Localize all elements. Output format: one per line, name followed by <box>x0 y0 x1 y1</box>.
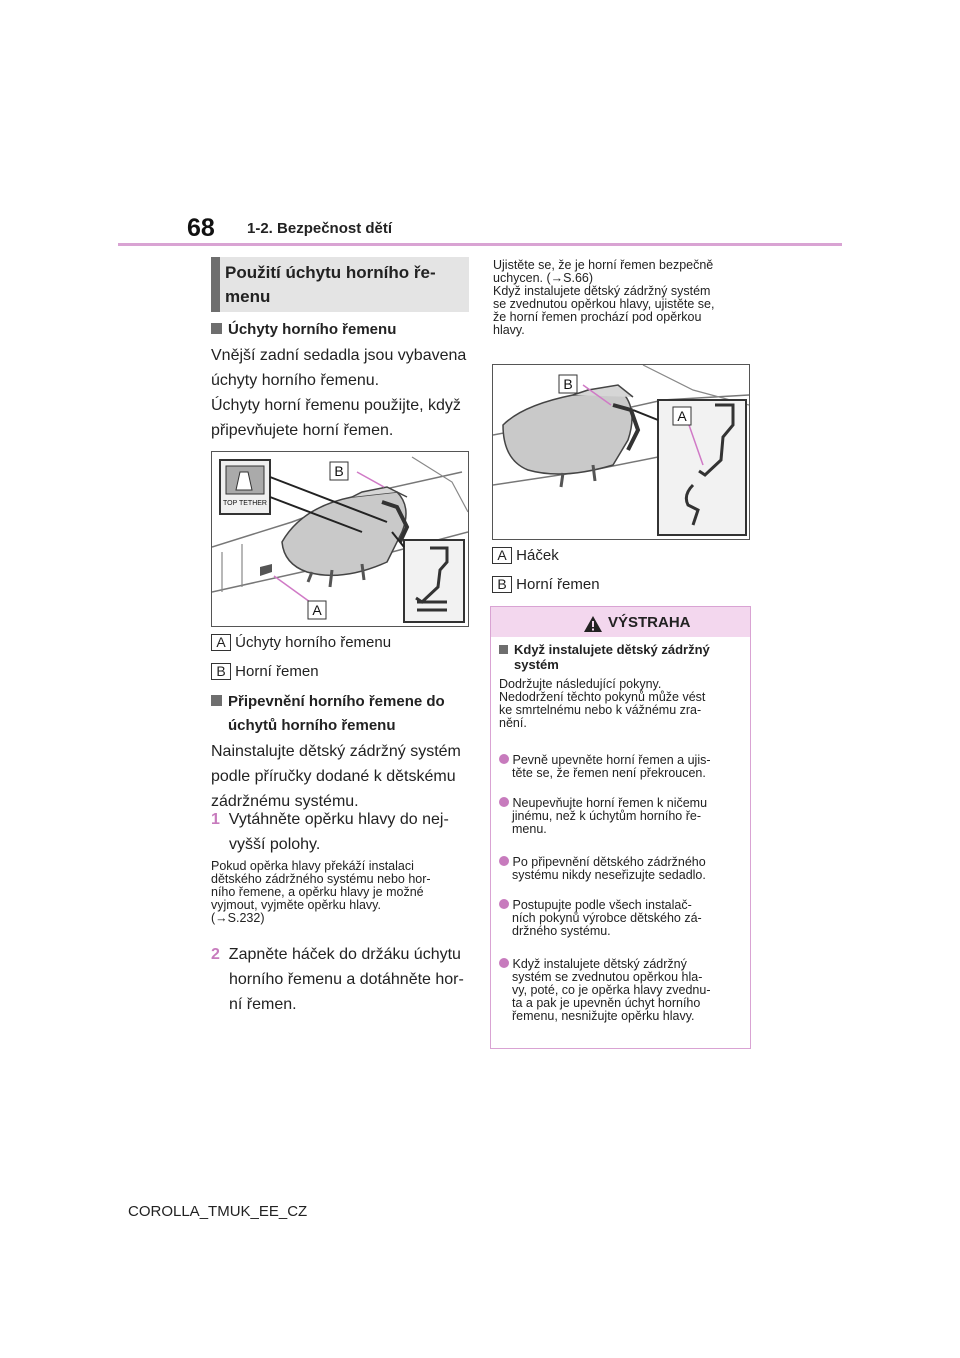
step-2-number: 2 <box>211 946 220 963</box>
bullet-dot-icon <box>499 797 509 807</box>
legend-b-badge: B <box>492 576 512 593</box>
subheading-anchors: Úchyty horního řemenu <box>211 318 396 342</box>
figure-hook <box>492 364 750 540</box>
square-bullet-icon <box>211 323 222 334</box>
warning-triangle-icon <box>583 615 603 633</box>
top-tether-caption: TOP TETHER <box>223 500 267 507</box>
legend-a-text: Úchyty horního řemenu <box>235 634 392 651</box>
section-title: 1-2. Bezpečnost dětí <box>247 220 393 237</box>
warning-bullet-5: Když instalujete dětský zádržný systém se zvednutou opěrkou hla- vy, poté, co je opěrka hlavy zvednu- ta a pak je upevněn úchyt horního řemenu, nesnižujte opěrku hlavy. <box>499 958 747 1023</box>
legend-b-badge: B <box>211 663 231 680</box>
header-divider <box>118 243 842 246</box>
bullet-dot-icon <box>499 958 509 968</box>
topic-heading <box>211 257 469 312</box>
legend-a-text: Háček <box>516 547 559 564</box>
warning-bullet-3: Po připevnění dětského zádržného systému nikdy neseřizujte sedadlo. <box>499 856 747 882</box>
warning-bullet-1: Pevně upevněte horní řemen a ujis- těte se, že řemen není překroucen. <box>499 754 747 780</box>
figure1-label-a: A <box>312 602 322 618</box>
paragraph-secure: Ujistěte se, že je horní řemen bezpečně uchycen. (→S.66) Když instalujete dětský zádržný systém se zvednutou opěrkou hlavy, ujistěte se, že horní řemen prochází pod opěrkou hlavy. <box>493 258 715 337</box>
paragraph-use: Úchyty horní řemenu použijte, když připevňujete horní řemen. <box>211 397 461 439</box>
legend-a-badge: A <box>211 634 231 651</box>
figure2-label-b: B <box>563 376 573 392</box>
heading-line-2: menu <box>225 287 271 306</box>
subheading-attach: Připevnění horního řemene do úchytů horního řemenu <box>211 690 471 738</box>
page-number: 68 <box>187 214 215 242</box>
heading-line-1: Použití úchytu horního ře- <box>225 263 436 282</box>
paragraph-install: Nainstalujte dětský zádržný systém podle příručky dodané k dětskému zádržnému systému. <box>211 743 461 810</box>
legend-a-badge: A <box>492 547 512 564</box>
warning-bullet-2: Neupevňujte horní řemen k ničemu jinému, než k úchytům horního ře- menu. <box>499 797 747 836</box>
step-1-number: 1 <box>211 811 220 828</box>
warning-intro: Dodržujte následující pokyny. Nedodržení těchto pokynů může vést ke smrtelnému nebo k vážnému zra- nění. <box>499 677 706 730</box>
legend-a-anchors <box>211 632 391 654</box>
warning-box <box>490 606 751 1049</box>
bullet-dot-icon <box>499 856 509 866</box>
legend-a-hook <box>492 545 559 567</box>
bullet-dot-icon <box>499 754 509 764</box>
square-bullet-icon <box>499 645 508 654</box>
figure2-label-a: A <box>677 408 687 424</box>
legend-b-text: Horní řemen <box>516 576 600 593</box>
legend-b-strap <box>211 661 319 683</box>
document-code: COROLLA_TMUK_EE_CZ <box>128 1203 308 1220</box>
figure-tether-anchor-illustration <box>212 452 468 626</box>
figure-hook-illustration <box>493 365 749 539</box>
paragraph-anchors: Vnější zadní sedadla jsou vybavena úchyty horního řemenu. <box>211 347 467 389</box>
warning-header <box>491 607 750 637</box>
square-bullet-icon <box>211 695 222 706</box>
bullet-dot-icon <box>499 899 509 909</box>
step-2: 2 Zapněte háček do držáku úchytu horního řemenu a dotáhněte hor- ní řemen. <box>211 946 464 1013</box>
figure1-label-b: B <box>334 463 344 479</box>
figure-tether-anchor <box>211 451 469 627</box>
warning-title: VÝSTRAHA <box>608 614 691 631</box>
heading-accent-bar <box>211 257 220 312</box>
warning-bullet-4: Postupujte podle všech instalač- ních pokynů výrobce dětského zá- držného systému. <box>499 899 747 938</box>
legend-b-text: Horní řemen <box>235 663 319 680</box>
step-1: 1 Vytáhněte opěrku hlavy do nej- vyšší polohy. <box>211 811 449 853</box>
legend-b-strap <box>492 574 600 596</box>
warning-subheading: Když instalujete dětský zádržný systém <box>499 642 710 672</box>
note-headrest: Pokud opěrka hlavy překáží instalaci dětského zádržného systému nebo hor- ního řemene, a opěrku hlavy je možné vyjmout, vyjměte opěrku hlavy. (→S.232) <box>211 859 431 925</box>
